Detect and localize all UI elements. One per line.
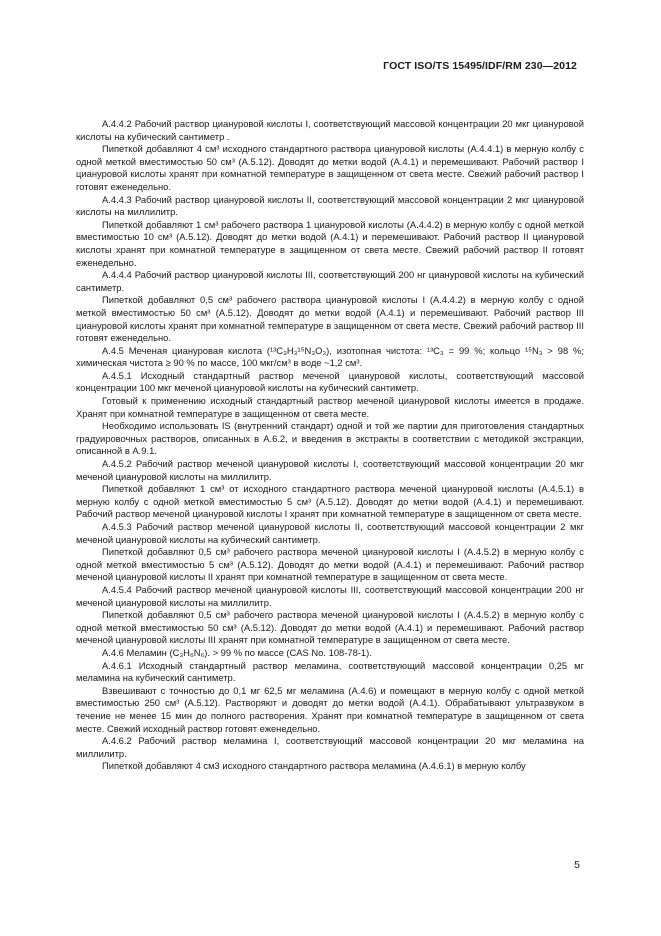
paragraph: Пипеткой добавляют 0,5 см³ рабочего раствора циануровой кислоты I (А.4.4.2) в мерную колбу с одной меткой вместимостью 50 см³ (А.5.12). Доводят до метки водой (А.4.1) и перемешивают. Рабочий раствор III циануровой кислоты хранят при комнатной температуре в защищенном от света месте. Свежий рабочий раствор III готовят еженедельно.: [76, 294, 584, 344]
paragraph: A.4.6.1 Исходный стандартный раствор меламина, соответствующий массовой концентрации 0,25 мг меламина на кубический сантиметр.: [76, 659, 584, 684]
paragraph: Необходимо использовать IS (внутренний стандарт) одной и той же партии для приготовления стандартных градуировочных растворов, описанных в А.6.2, и введения в экстракты в соответствии с методикой экстракции, описанной в А.9.1.: [76, 420, 584, 457]
paragraph: A.4.5 Меченая циануровая кислота (¹³C₃H₃¹⁵N₃O₃), изотопная чистота: ¹³C₃ = 99 %; кольцо ¹⁵N₃ > 98 %; химическая чистота ≥ 90 % по массе, 100 мкг/см³ в воде ~1,2 см³.: [76, 344, 584, 369]
paragraph: A.4.4.4 Рабочий раствор циануровой кислоты III, соответствующий 200 нг циануровой кислоты на кубический сантиметр.: [76, 269, 584, 293]
paragraph: Пипеткой добавляют 1 см³ от исходного стандартного раствора меченой циануровой кислоты (А.4.5.1) в мерную колбу с одной меткой вместимостью 5 см³ (А.5.12). Доводят до метки водой (А.4.1) и перемешивают. Рабочий раствор меченой циануровой кислоты I хранят при комнатной температуре в защищенном от света месте.: [76, 483, 584, 520]
paragraph: A.4.6 Меламин (C₃H₆N₆). > 99 % по массе (CAS No. 108-78-1).: [102, 646, 372, 658]
paragraph: A.4.5.4 Рабочий раствор меченой циануровой кислоты III, соответствующий массовой концентрации 200 нг меченой циануровой кислоты на миллилитр.: [76, 583, 584, 608]
document-body: [76, 118, 584, 773]
paragraph: A.4.5.1 Исходный стандартный раствор меченой циануровой кислоты, соответствующий массовой концентрации 100 мкг меченой циануровой кислоты на кубический сантиметр.: [76, 369, 584, 394]
paragraph: A.4.4.3 Рабочий раствор циануровой кислоты II, соответствующий массовой концентрации 2 мкг циануровой кислоты на миллилитр.: [76, 193, 584, 218]
paragraph: A.4.5.3 Рабочий раствор меченой циануровой кислоты II, соответствующий массовой концентрации 2 мкг меченой циануровой кислоты на кубический сантиметр.: [76, 521, 584, 545]
paragraph: Пипеткой добавляют 4 см3 исходного стандартного раствора меламина (А.4.6.1) в мерную колбу: [102, 760, 526, 772]
paragraph: A.4.6.2 Рабочий раствор меламина I, соответствующий массовой концентрации 20 мкг меламина на миллилитр.: [76, 735, 584, 759]
paragraph: Пипеткой добавляют 4 см³ исходного стандартного раствора циануровой кислоты (А.4.4.1) в мерную колбу с одной меткой вместимостью 50 см³ (А.5.12). Доводят до метки водой (А.4.1) и перемешивают. Рабочий раствор I циануровой кислоты хранят при комнатной температуре в защищенном от света месте. Свежий рабочий раствор I готовят еженедельно.: [76, 143, 584, 192]
paragraph: Пипеткой добавляют 0,5 см³ рабочего раствора меченой циануровой кислоты I (А.4.5.2) в мерную колбу с одной меткой вместимостью 5 см³ (А.5.12). Доводят до метки водой (А.4.1) и перемешивают. Рабочий раствор меченой циануровой кислоты II хранят при комнатной температуре в защищенном от света месте.: [76, 546, 584, 583]
document-code-header: ГОСТ ISO/TS 15495/IDF/RM 230—2012: [383, 60, 577, 72]
paragraph: Пипеткой добавляют 1 см³ рабочего раствора 1 циануровой кислоты (А.4.4.2) в мерную колбу с одной меткой вместимостью 10 см³ (А.5.12). Доводят до метки водой (А.4.1) и перемешивают. Рабочий раствор II циануровой кислоты хранят при комнатной температуре в защищенном от света месте. Свежий рабочий раствор II готовят еженедельно.: [76, 218, 584, 268]
paragraph: Пипеткой добавляют 0,5 см³ рабочего раствора меченой циануровой кислоты I (А.4.5.2) в мерную колбу с одной меткой вместимостью 50 см³ (А.5.12). Доводят до метки водой (А.4.1) и перемешивают. Рабочий раствор меченой циануровой кислоты III хранят при комнатной температуре в защищенном от света месте.: [76, 609, 584, 646]
page-number: 5: [574, 859, 580, 871]
paragraph: Взвешивают с точностью до 0,1 мг 62,5 мг меламина (А.4.6) и помещают в мерную колбу с одной меткой вместимостью 250 см³ (А.5.12). Растворяют и доводят до метки водой (А.4.1). Обрабатывают ультразвуком в течение не менее 15 мин до полного растворения. Хранят при комнатной температуре в защищенном от света месте. Свежий исходный раствор готовят еженедельно.: [76, 684, 584, 734]
paragraph: A.4.5.2 Рабочий раствор меченой циануровой кислоты I, соответствующий массовой концентрации 20 мкг меченой циануровой кислоты на миллилитр.: [76, 458, 584, 482]
paragraph: Готовый к применению исходный стандартный раствор меченой циануровой кислоты имеется в продаже. Хранят при комнатной температуре в защищенном от света месте.: [76, 395, 584, 419]
paragraph: A.4.4.2 Рабочий раствор циануровой кислоты I, соответствующий массовой концентрации 20 мкг циануровой кислоты на кубический сантиметр .: [76, 118, 584, 142]
